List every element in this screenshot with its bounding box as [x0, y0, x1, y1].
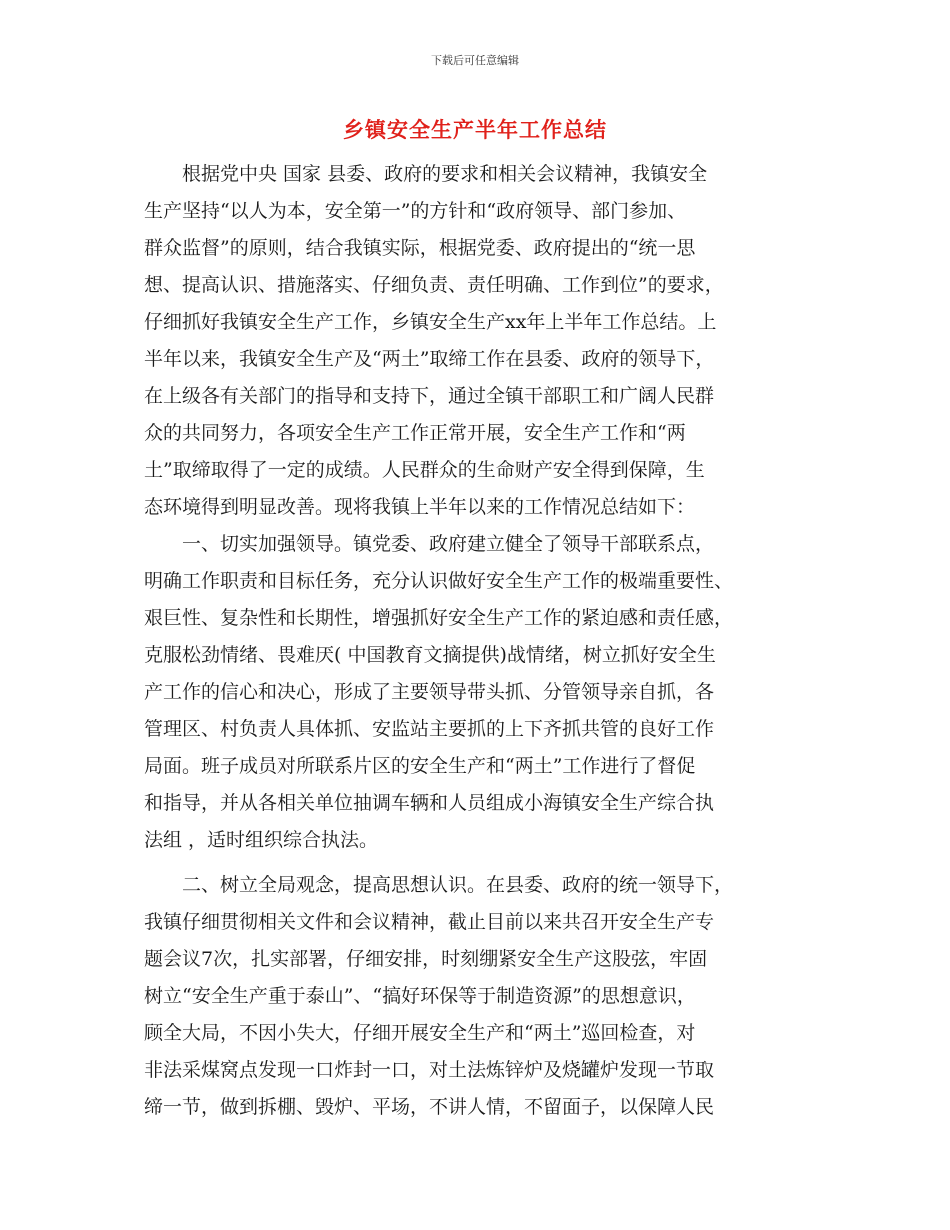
paragraph-section-2 — [144, 867, 808, 1126]
text-line: 在上级各有关部门的指导和支持下，通过全镇干部职工和广阔人民群 — [144, 385, 715, 407]
text-line: 顾全大局，不因小失大，仔细开展安全生产和“两土”巡回检查，对 — [144, 1022, 696, 1044]
text-line: 半年以来，我镇安全生产及“两土”取缔工作在县委、政府的领导下， — [144, 348, 715, 370]
text-line: 艰巨性、复杂性和长期性，增强抓好安全生产工作的紧迫感和责任感， — [144, 607, 734, 629]
text-line: 根据党中央 国家 县委、政府的要求和相关会议精神，我镇安全 — [144, 163, 708, 185]
text-line: 土”取缔取得了一定的成绩。人民群众的生命财产安全得到保障，生 — [144, 459, 705, 481]
text-line: 一、切实加强领导。镇党委、政府建立健全了领导干部联系点， — [144, 533, 715, 555]
text-line: 想、提高认识、措施落实、仔细负责、责任明确、工作到位”的要求， — [144, 274, 724, 296]
text-line: 生产坚持“以人为本，安全第一”的方针和“政府领导、部门参加、 — [144, 200, 687, 222]
paragraph-section-1 — [144, 526, 808, 859]
text-line: 群众监督”的原则，结合我镇实际，根据党委、政府提出的“统一思 — [144, 237, 696, 259]
text-line: 和指导，并从各相关单位抽调车辆和人员组成小海镇安全生产综合执 — [144, 792, 715, 814]
paragraph-spacer — [144, 859, 808, 867]
text-line: 明确工作职责和目标任务，充分认识做好安全生产工作的极端重要性、 — [144, 570, 734, 592]
header-note: 下载后可任意编辑 — [431, 54, 519, 67]
paragraph-intro — [144, 156, 808, 526]
document-body — [144, 156, 808, 1126]
text-line: 二、树立全局观念，提高思想认识。在县委、政府的统一领导下， — [144, 874, 734, 896]
text-line: 非法采煤窝点发现一口炸封一口，对土法炼锌炉及烧罐炉发现一节取 — [144, 1059, 715, 1081]
text-line: 管理区、村负责人具体抓、安监站主要抓的上下齐抓共管的良好工作 — [144, 718, 715, 740]
text-line: 我镇仔细贯彻相关文件和会议精神，截止目前以来共召开安全生产专 — [144, 911, 715, 933]
text-line: 树立“安全生产重于泰山”、“搞好环保等于制造资源”的思想意识， — [144, 985, 696, 1007]
text-line: 仔细抓好我镇安全生产工作，乡镇安全生产xx年上半年工作总结。上 — [144, 311, 717, 333]
text-line: 克服松劲情绪、畏难厌( 中国教育文摘提供)战情绪，树立抓好安全生 — [144, 644, 716, 666]
text-line: 局面。班子成员对所联系片区的安全生产和“两土”工作进行了督促 — [144, 755, 696, 777]
text-line: 缔一节，做到拆棚、毁炉、平场，不讲人情，不留面子，以保障人民 — [144, 1096, 715, 1118]
text-line: 众的共同努力，各项安全生产工作正常开展，安全生产工作和“两 — [144, 422, 686, 444]
text-line: 态环境得到明显改善。现将我镇上半年以来的工作情况总结如下： — [144, 496, 696, 518]
document-title: 乡镇安全生产半年工作总结 — [343, 118, 607, 142]
text-line: 题会议7次，扎实部署，仔细安排，时刻绷紧安全生产这股弦，牢固 — [144, 948, 708, 970]
text-line: 法组 ，适时组织综合执法。 — [144, 829, 379, 851]
text-line: 产工作的信心和决心，形成了主要领导带头抓、分管领导亲自抓，各 — [144, 681, 715, 703]
